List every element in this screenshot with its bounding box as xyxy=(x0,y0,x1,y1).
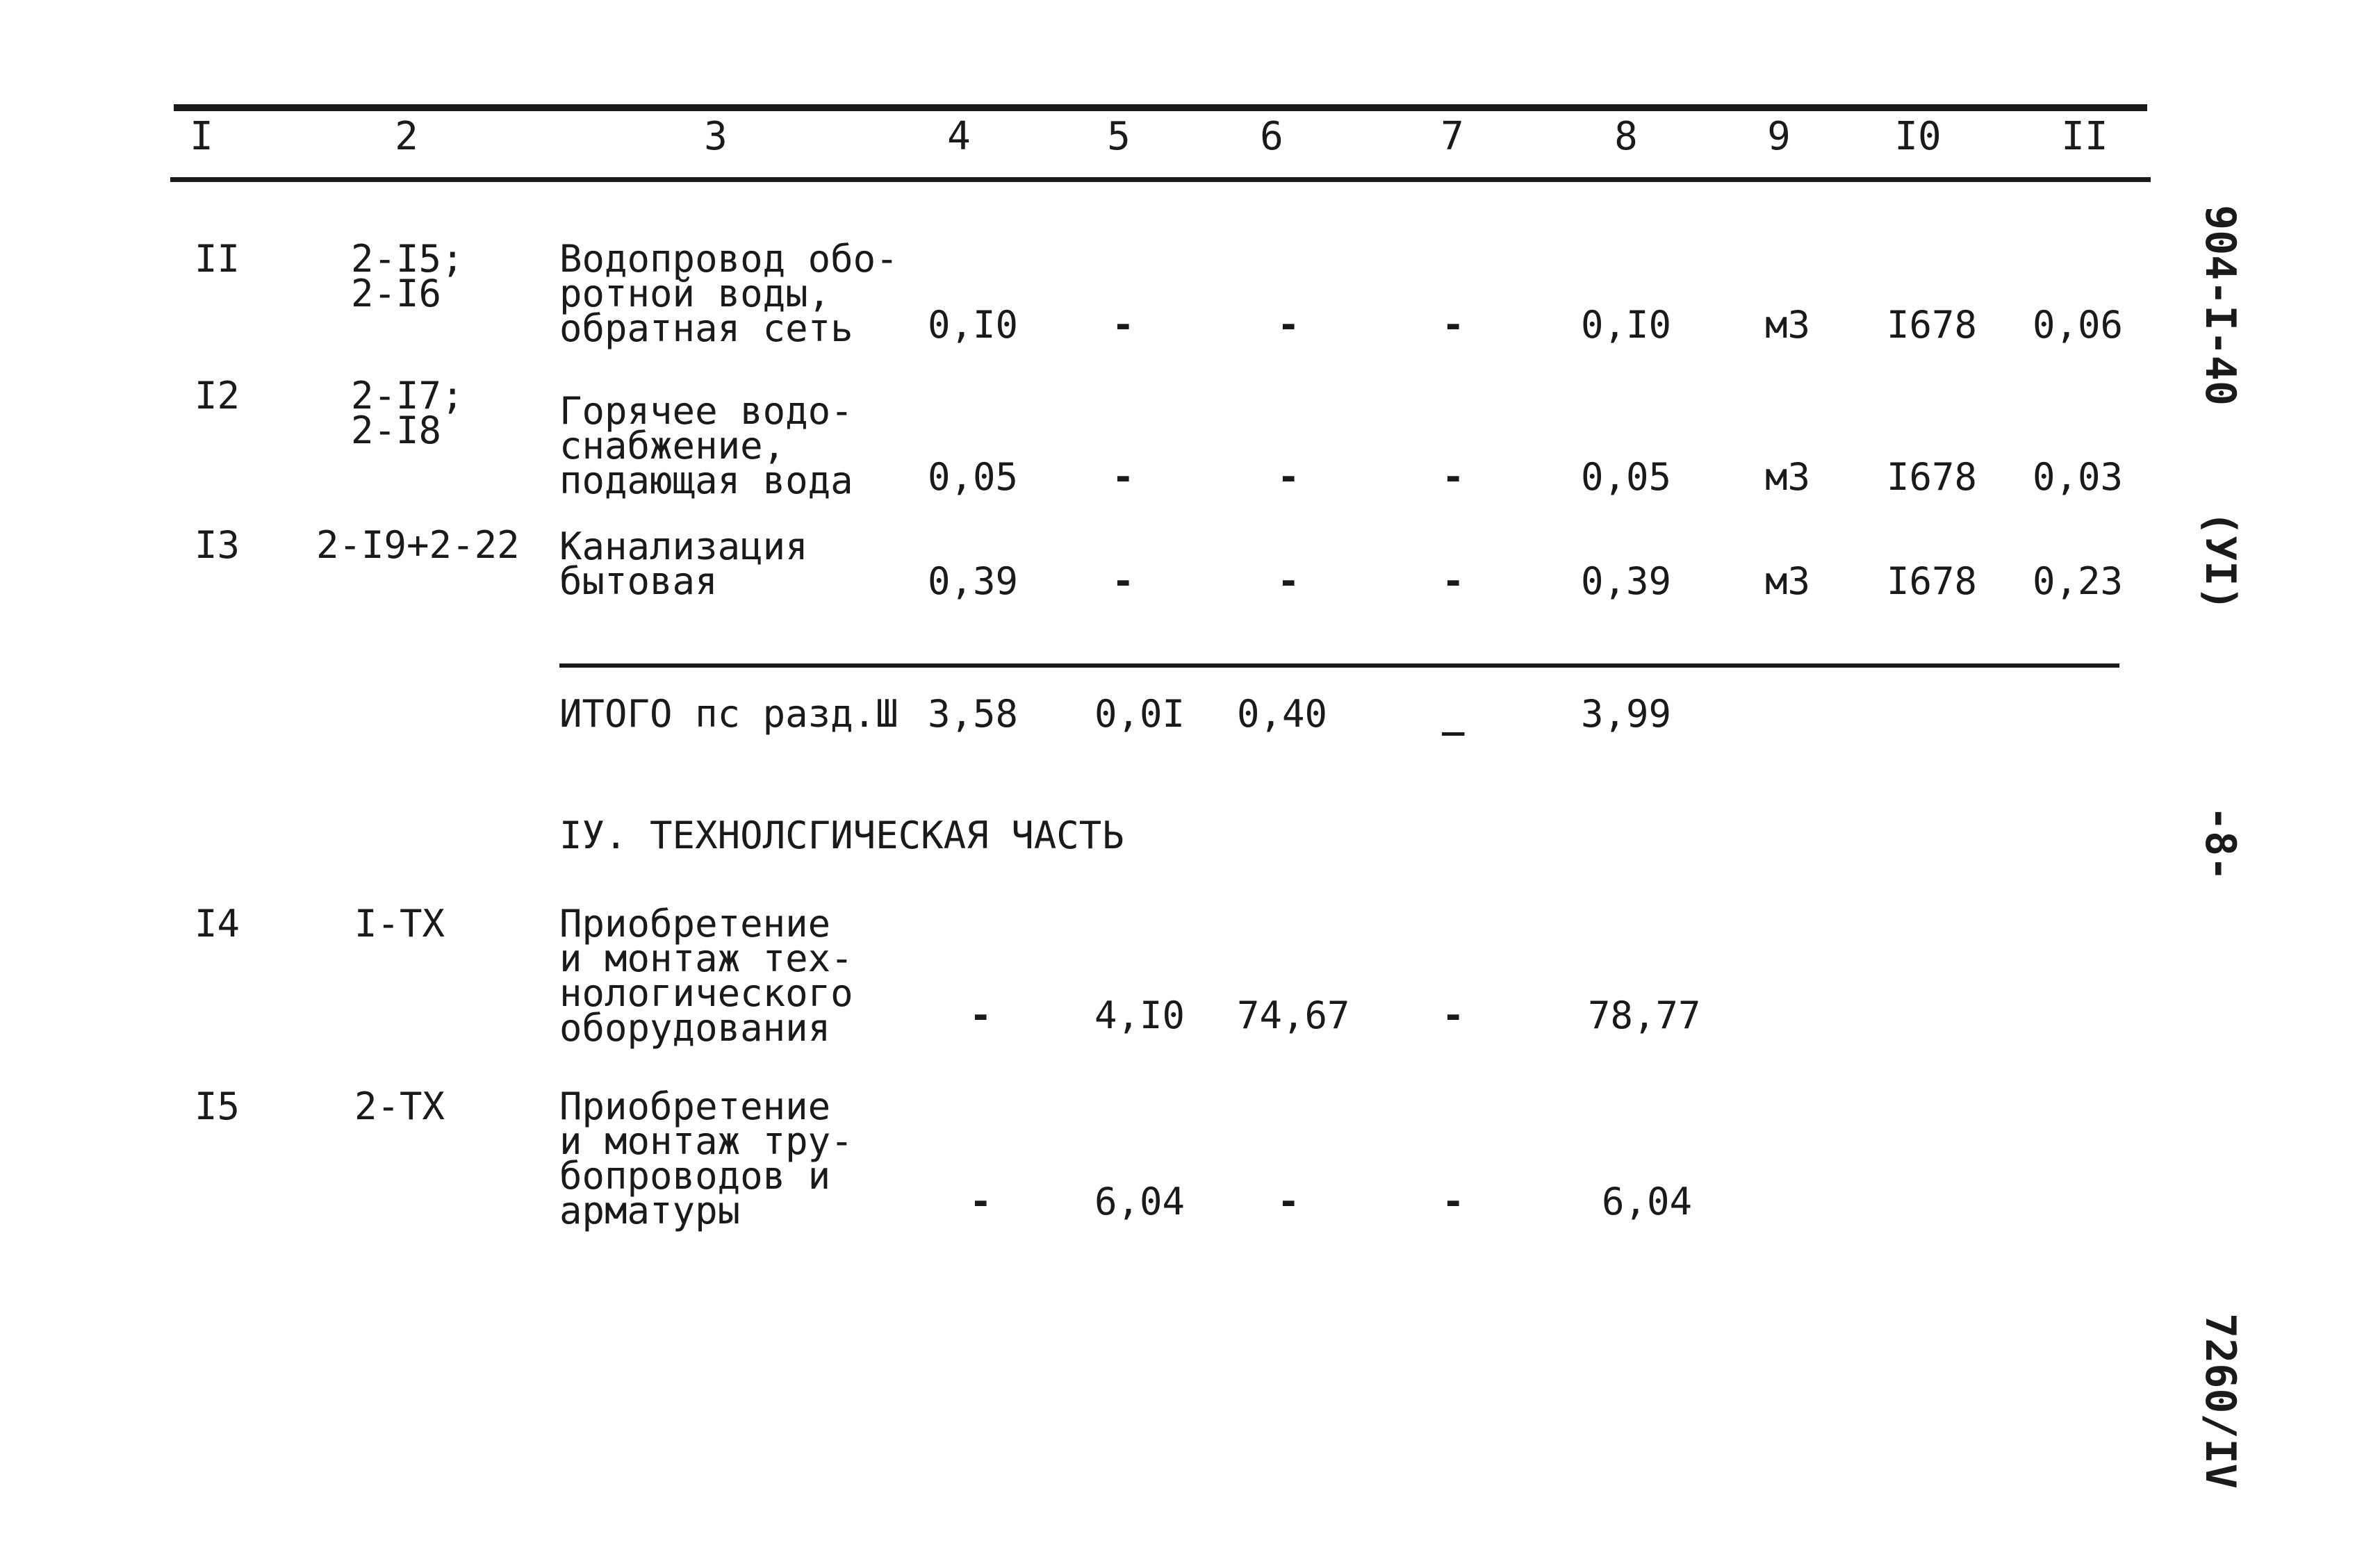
cell-col5: - xyxy=(1112,559,1135,603)
cell-col6: - xyxy=(1277,455,1300,499)
header-col-10: I0 xyxy=(1894,114,1942,159)
cell-col9: м3 xyxy=(1765,559,1811,603)
row-name: Канализация бытовая xyxy=(559,525,808,603)
row-name: Приобретение и монтаж тех- нологического оборудования xyxy=(559,902,853,1050)
row-number: I3 xyxy=(195,523,240,567)
cell-col8: 0,I0 xyxy=(1581,303,1672,347)
row-number: I4 xyxy=(195,902,240,946)
total-col7: _ xyxy=(1442,692,1465,736)
cell-col5: - xyxy=(1112,303,1135,347)
header-col-7: 7 xyxy=(1441,114,1464,159)
cell-col5: 6,04 xyxy=(1094,1180,1185,1223)
cell-col10: I678 xyxy=(1887,455,1978,499)
cell-col8: 6,04 xyxy=(1602,1180,1693,1223)
side-page-number: -8- xyxy=(2196,806,2244,882)
cell-col4: - xyxy=(969,1180,992,1223)
total-rule xyxy=(559,663,2119,668)
header-col-11: II xyxy=(2061,114,2108,159)
cell-col10: I678 xyxy=(1887,303,1978,347)
section-title: IУ. ТЕХНОЛСГИЧЕСКАЯ ЧАСТЬ xyxy=(559,814,1124,857)
cell-col11: 0,23 xyxy=(2033,559,2124,603)
cell-col7: - xyxy=(1442,1180,1465,1223)
cell-col7: - xyxy=(1442,993,1465,1037)
cell-col11: 0,03 xyxy=(2033,455,2124,499)
header-rule xyxy=(170,177,2151,182)
header-col-1: I xyxy=(190,114,213,159)
header-col-3: 3 xyxy=(704,114,728,159)
total-col8: 3,99 xyxy=(1581,692,1672,736)
row-number: I2 xyxy=(195,374,240,418)
cell-col6: - xyxy=(1277,559,1300,603)
cell-col4: 0,39 xyxy=(928,559,1019,603)
header-col-2: 2 xyxy=(395,114,418,159)
cell-col4: - xyxy=(969,993,992,1037)
top-rule xyxy=(174,104,2147,111)
total-label: ИТОГО пс разд.Ш xyxy=(559,692,898,736)
cell-col4: 0,05 xyxy=(928,455,1019,499)
header-col-6: 6 xyxy=(1260,114,1283,159)
header-col-4: 4 xyxy=(947,114,971,159)
cell-col8: 0,05 xyxy=(1581,455,1672,499)
total-col4: 3,58 xyxy=(928,692,1019,736)
cell-col7: - xyxy=(1442,303,1465,347)
side-volume: (УI) xyxy=(2196,511,2244,611)
row-code: 2-I5; 2-I6 xyxy=(351,237,464,315)
row-code: 2-I7; 2-I8 xyxy=(351,374,464,452)
header-col-8: 8 xyxy=(1614,114,1638,159)
total-col5: 0,0I xyxy=(1094,692,1185,736)
cell-col7: - xyxy=(1442,455,1465,499)
side-inventory-number: 7260/IV xyxy=(2196,1313,2244,1489)
side-doc-code: 904-I-40 xyxy=(2196,205,2244,406)
cell-col6: 74,67 xyxy=(1237,993,1350,1037)
cell-col10: I678 xyxy=(1887,559,1978,603)
row-code: 2-TX xyxy=(354,1084,445,1128)
cell-col5: 4,I0 xyxy=(1094,993,1185,1037)
cell-col8: 78,77 xyxy=(1588,993,1701,1037)
cell-col7: - xyxy=(1442,559,1465,603)
row-code: I-TX xyxy=(354,902,445,946)
row-name: Приобретение и монтаж тру- бопроводов и арматуры xyxy=(559,1084,853,1232)
cell-col11: 0,06 xyxy=(2033,303,2124,347)
cell-col6: - xyxy=(1277,303,1300,347)
header-col-9: 9 xyxy=(1767,114,1791,159)
cell-col4: 0,I0 xyxy=(928,303,1019,347)
row-name: Водопровод обо- ротной воды, обратная сеть xyxy=(559,237,898,350)
header-col-5: 5 xyxy=(1107,114,1131,159)
total-col6: 0,40 xyxy=(1237,692,1328,736)
cell-col9: м3 xyxy=(1765,303,1811,347)
cell-col5: - xyxy=(1112,455,1135,499)
cell-col6: - xyxy=(1277,1180,1300,1223)
row-number: II xyxy=(195,237,240,281)
row-number: I5 xyxy=(195,1084,240,1128)
row-code: 2-I9+2-22 xyxy=(316,523,520,567)
row-name: Горячее водо- снабжение, подающая вода xyxy=(559,389,853,502)
cell-col9: м3 xyxy=(1765,455,1811,499)
cell-col8: 0,39 xyxy=(1581,559,1672,603)
